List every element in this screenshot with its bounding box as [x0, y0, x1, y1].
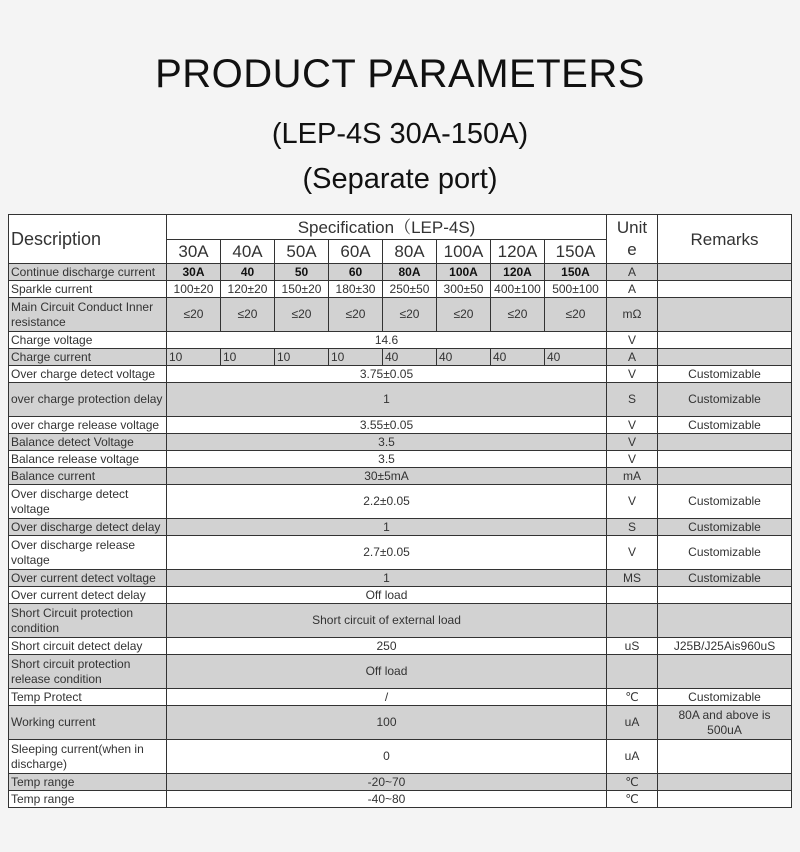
remarks-header: Remarks — [658, 215, 792, 264]
table-row — [9, 366, 792, 383]
parameter-value: 250±50 — [383, 281, 437, 298]
parameter-unit: uA — [607, 706, 658, 740]
parameter-unit: MS — [607, 570, 658, 587]
parameter-value: 100±20 — [167, 281, 221, 298]
parameter-remarks — [658, 468, 792, 485]
parameter-name: over charge protection delay — [9, 383, 167, 417]
parameter-remarks — [658, 655, 792, 689]
parameter-remarks — [658, 604, 792, 638]
table-row — [9, 638, 792, 655]
parameter-name: Over discharge release voltage — [9, 536, 167, 570]
parameter-unit: V — [607, 434, 658, 451]
parameter-value: -20~70 — [167, 774, 607, 791]
parameter-unit — [607, 604, 658, 638]
table-row — [9, 655, 792, 689]
parameter-value: 1 — [167, 383, 607, 417]
parameter-unit: S — [607, 383, 658, 417]
parameter-remarks — [658, 298, 792, 332]
parameter-value: 150±20 — [275, 281, 329, 298]
model-range-subtitle: (LEP-4S 30A-150A) — [271, 118, 529, 150]
model-header: 50A — [275, 240, 329, 264]
parameter-value: 80A — [383, 264, 437, 281]
parameter-remarks: Customizable — [658, 417, 792, 434]
parameter-value: -40~80 — [167, 791, 607, 808]
parameter-value: ≤20 — [437, 298, 491, 332]
parameter-name: Temp range — [9, 774, 167, 791]
parameter-unit: S — [607, 519, 658, 536]
parameter-remarks — [658, 264, 792, 281]
parameter-value: 10 — [167, 349, 221, 366]
parameter-name: Over discharge detect voltage — [9, 485, 167, 519]
parameter-unit: ℃ — [607, 689, 658, 706]
parameter-unit: V — [607, 485, 658, 519]
table-row — [9, 281, 792, 298]
parameter-value: 40 — [491, 349, 545, 366]
parameter-remarks: Customizable — [658, 383, 792, 417]
parameter-remarks — [658, 451, 792, 468]
parameter-value: 40 — [383, 349, 437, 366]
parameter-name: Balance current — [9, 468, 167, 485]
parameter-value: 2.7±0.05 — [167, 536, 607, 570]
parameter-remarks — [658, 587, 792, 604]
table-row — [9, 349, 792, 366]
parameter-value: 10 — [329, 349, 383, 366]
specification-header: Specification（LEP-4S) — [167, 215, 607, 240]
page-title: PRODUCT PARAMETERS — [155, 52, 645, 96]
parameter-value: 3.55±0.05 — [167, 417, 607, 434]
parameter-remarks: Customizable — [658, 689, 792, 706]
parameter-value: 30A — [167, 264, 221, 281]
table-row — [9, 519, 792, 536]
table-row — [9, 485, 792, 519]
parameter-remarks — [658, 791, 792, 808]
parameter-unit: ℃ — [607, 774, 658, 791]
table-row — [9, 298, 792, 332]
parameter-unit: ℃ — [607, 791, 658, 808]
parameter-remarks — [658, 774, 792, 791]
parameter-remarks — [658, 349, 792, 366]
parameter-value: / — [167, 689, 607, 706]
parameter-name: Continue discharge current — [9, 264, 167, 281]
parameter-value: ≤20 — [383, 298, 437, 332]
parameter-value: ≤20 — [275, 298, 329, 332]
parameter-value: ≤20 — [329, 298, 383, 332]
table-row — [9, 706, 792, 740]
parameter-remarks — [658, 434, 792, 451]
parameter-value: ≤20 — [491, 298, 545, 332]
parameter-value: 100A — [437, 264, 491, 281]
table-row — [9, 774, 792, 791]
model-header: 80A — [383, 240, 437, 264]
model-header: 120A — [491, 240, 545, 264]
parameter-value: ≤20 — [545, 298, 607, 332]
parameters-table — [8, 214, 792, 808]
parameter-value: 500±100 — [545, 281, 607, 298]
parameter-value: 300±50 — [437, 281, 491, 298]
parameter-name: Short Circuit protection condition — [9, 604, 167, 638]
parameter-value: 50 — [275, 264, 329, 281]
parameter-value: 250 — [167, 638, 607, 655]
table-row — [9, 740, 792, 774]
parameter-unit — [607, 655, 658, 689]
parameter-value: 14.6 — [167, 332, 607, 349]
parameter-value: 100 — [167, 706, 607, 740]
table-row — [9, 383, 792, 417]
parameter-remarks: 80A and above is 500uA — [658, 706, 792, 740]
table-row — [9, 468, 792, 485]
table-row — [9, 791, 792, 808]
parameter-unit: V — [607, 417, 658, 434]
parameter-name: Short circuit detect delay — [9, 638, 167, 655]
table-row — [9, 417, 792, 434]
parameter-remarks: Customizable — [658, 536, 792, 570]
parameter-value: Off load — [167, 655, 607, 689]
table-row — [9, 434, 792, 451]
table-row — [9, 451, 792, 468]
port-type-subtitle: (Separate port) — [302, 163, 498, 195]
parameter-value: 120A — [491, 264, 545, 281]
unit-header: Unit e — [607, 215, 658, 264]
model-header: 30A — [167, 240, 221, 264]
parameter-name: Working current — [9, 706, 167, 740]
parameter-remarks: Customizable — [658, 366, 792, 383]
parameter-name: over charge release voltage — [9, 417, 167, 434]
table-row — [9, 689, 792, 706]
parameter-name: Temp Protect — [9, 689, 167, 706]
parameter-unit: mA — [607, 468, 658, 485]
model-header: 100A — [437, 240, 491, 264]
parameter-name: Over charge detect voltage — [9, 366, 167, 383]
parameter-value: 180±30 — [329, 281, 383, 298]
parameter-unit: uS — [607, 638, 658, 655]
model-header: 60A — [329, 240, 383, 264]
parameter-value: 1 — [167, 570, 607, 587]
table-row — [9, 570, 792, 587]
parameter-unit: V — [607, 451, 658, 468]
parameter-value: 3.75±0.05 — [167, 366, 607, 383]
parameter-name: Over discharge detect delay — [9, 519, 167, 536]
parameter-unit: uA — [607, 740, 658, 774]
parameter-remarks: Customizable — [658, 485, 792, 519]
parameter-value: 10 — [275, 349, 329, 366]
parameter-value: 0 — [167, 740, 607, 774]
parameter-remarks: J25B/J25Ais960uS — [658, 638, 792, 655]
parameter-value: ≤20 — [221, 298, 275, 332]
parameter-unit: A — [607, 264, 658, 281]
header-row — [9, 215, 792, 240]
parameter-name: Charge voltage — [9, 332, 167, 349]
parameter-name: Over current detect voltage — [9, 570, 167, 587]
parameter-value: 40 — [545, 349, 607, 366]
table-row — [9, 587, 792, 604]
model-header: 150A — [545, 240, 607, 264]
parameter-remarks: Customizable — [658, 519, 792, 536]
parameter-value: 40 — [437, 349, 491, 366]
parameter-unit: mΩ — [607, 298, 658, 332]
parameter-value: 150A — [545, 264, 607, 281]
parameter-name: Sparkle current — [9, 281, 167, 298]
parameter-unit: V — [607, 332, 658, 349]
parameter-name: Temp range — [9, 791, 167, 808]
table-row — [9, 264, 792, 281]
parameter-value: 3.5 — [167, 434, 607, 451]
parameter-value: 30±5mA — [167, 468, 607, 485]
parameter-name: Charge current — [9, 349, 167, 366]
table-row — [9, 536, 792, 570]
parameter-value: 10 — [221, 349, 275, 366]
parameter-remarks — [658, 740, 792, 774]
parameter-unit — [607, 587, 658, 604]
parameter-value: 400±100 — [491, 281, 545, 298]
parameter-name: Balance release voltage — [9, 451, 167, 468]
parameter-unit: V — [607, 366, 658, 383]
parameter-value: 1 — [167, 519, 607, 536]
parameter-value: 60 — [329, 264, 383, 281]
parameter-value: 120±20 — [221, 281, 275, 298]
parameter-value: 40 — [221, 264, 275, 281]
parameter-name: Main Circuit Conduct Inner resistance — [9, 298, 167, 332]
parameter-name: Over current detect delay — [9, 587, 167, 604]
parameter-remarks: Customizable — [658, 570, 792, 587]
table-row — [9, 332, 792, 349]
parameter-value: 2.2±0.05 — [167, 485, 607, 519]
model-header: 40A — [221, 240, 275, 264]
parameter-unit: V — [607, 536, 658, 570]
parameter-unit: A — [607, 349, 658, 366]
parameter-unit: A — [607, 281, 658, 298]
table-row — [9, 604, 792, 638]
parameter-remarks — [658, 332, 792, 349]
description-header: Description — [9, 215, 167, 264]
parameter-name: Sleeping current(when in discharge) — [9, 740, 167, 774]
parameter-value: ≤20 — [167, 298, 221, 332]
parameter-value: Short circuit of external load — [167, 604, 607, 638]
parameter-name: Short circuit protection release condition — [9, 655, 167, 689]
parameter-value: Off load — [167, 587, 607, 604]
parameter-name: Balance detect Voltage — [9, 434, 167, 451]
parameter-value: 3.5 — [167, 451, 607, 468]
parameter-remarks — [658, 281, 792, 298]
